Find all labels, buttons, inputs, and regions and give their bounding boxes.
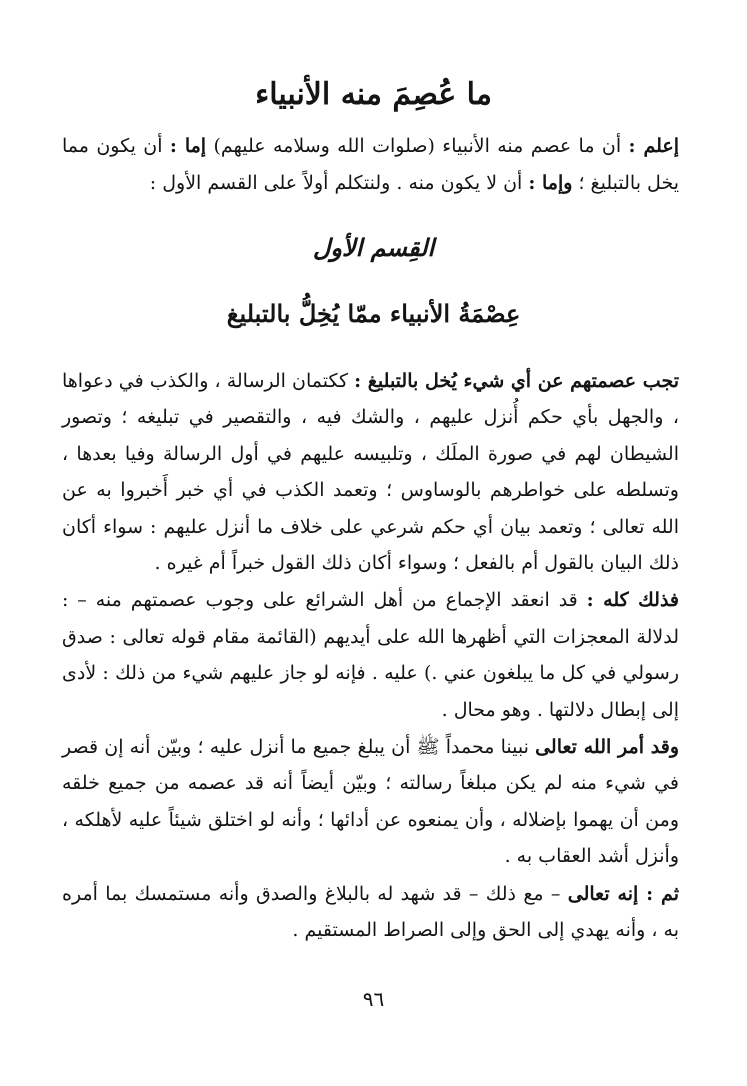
paragraph-1-text: ككتمان الرسالة ، والكذب في دعواها ، والجهل بأي حكم أُنزل عليهم ، والشك فيه ، والتقصير في تبليغه ؛ وتصور الشيطان لهم في صورة الملَك ، وتلبيسه عليهم في أول الرسالة وفيا بعدها ، وتسلطه على خواطرهم بالوساوس ؛ وتعمد الكذب في أي خبر أَخبروا به عن الله تعالى ؛ وتعمد بيان أي حكم شرعي على خلاف ما أنزل عليهم : سواء أكان ذلك البيان بالقول أم بالفعل ؛ وسواء أكان ذلك القول خبراً أم غيره . [62,370,679,575]
paragraph-3-lead: وقد أمر الله تعالى [535,736,679,759]
paragraph-2-text: قد انعقد الإجماع من أهل الشرائع على وجوب عصمتهم منه – : لدلالة المعجزات التي أظهرها الله على أيديهم (القائمة مقام قوله تعالى : صدق رسولي في كل ما يبلغون عني .) عليه . فإنه لو جاز عليهم شيء من ذلك : لأدى إلى إبطال دلالتها . وهو محال . [62,589,679,721]
intro-keyword-1: إما : [169,135,207,157]
page-title: ما عُصِمَ منه الأنبياء [255,77,492,112]
section-subheading: عِصْمَةُ الأنبياء ممّا يُخِلُّ بالتبليغ [226,299,521,328]
intro-paragraph [62,128,679,202]
paragraph-4-lead: ثم : إنه تعالى [567,882,679,905]
intro-text-3: أن لا يكون منه . ولنتكلم أولاً على القسم الأول : [149,172,529,194]
intro-text-1: أن ما عصم منه الأنبياء (صلوات الله وسلامه عليهم) [206,135,629,157]
paragraph-4-text: – مع ذلك – قد شهد له بالبلاغ والصدق وأنه مستمسك بما أمره به ، وأنه يهدي إلى الحق وإلى الصراط المستقيم . [62,882,679,942]
paragraph-2-lead: فذلك كله : [586,589,679,612]
paragraph-2 [62,582,679,728]
paragraph-3-text: نبينا محمداً ﷺ أن يبلغ جميع ما أنزل عليه ؛ وبيّن أنه إن قصر في شيء منه لم يكن مبلغاً رسالته ؛ وبيّن أيضاً أنه قد عصمه من جميع خلقه ومن أن يهموا بإضلاله ، وأن يمنعوه عن أدائها ؛ وأنه لو اختلق شيئاً عليه لأهلكه ، وأنزل أشد العقاب به . [62,736,679,868]
body-text [62,363,679,949]
paragraph-1 [62,363,679,581]
paragraph-3 [62,729,679,875]
intro-text-2: أن يكون مما يخل بالتبليغ ؛ [62,135,679,194]
paragraph-4 [62,876,679,949]
section-heading: القِسم الأول [312,233,435,262]
paragraph-1-lead: تجب عصمتهم عن أي شيء يُخل بالتبليغ : [354,370,679,392]
intro-keyword-2: وإما : [528,172,573,194]
page-number: ٩٦ [362,987,385,1011]
intro-lead: إعلم : [628,135,680,157]
